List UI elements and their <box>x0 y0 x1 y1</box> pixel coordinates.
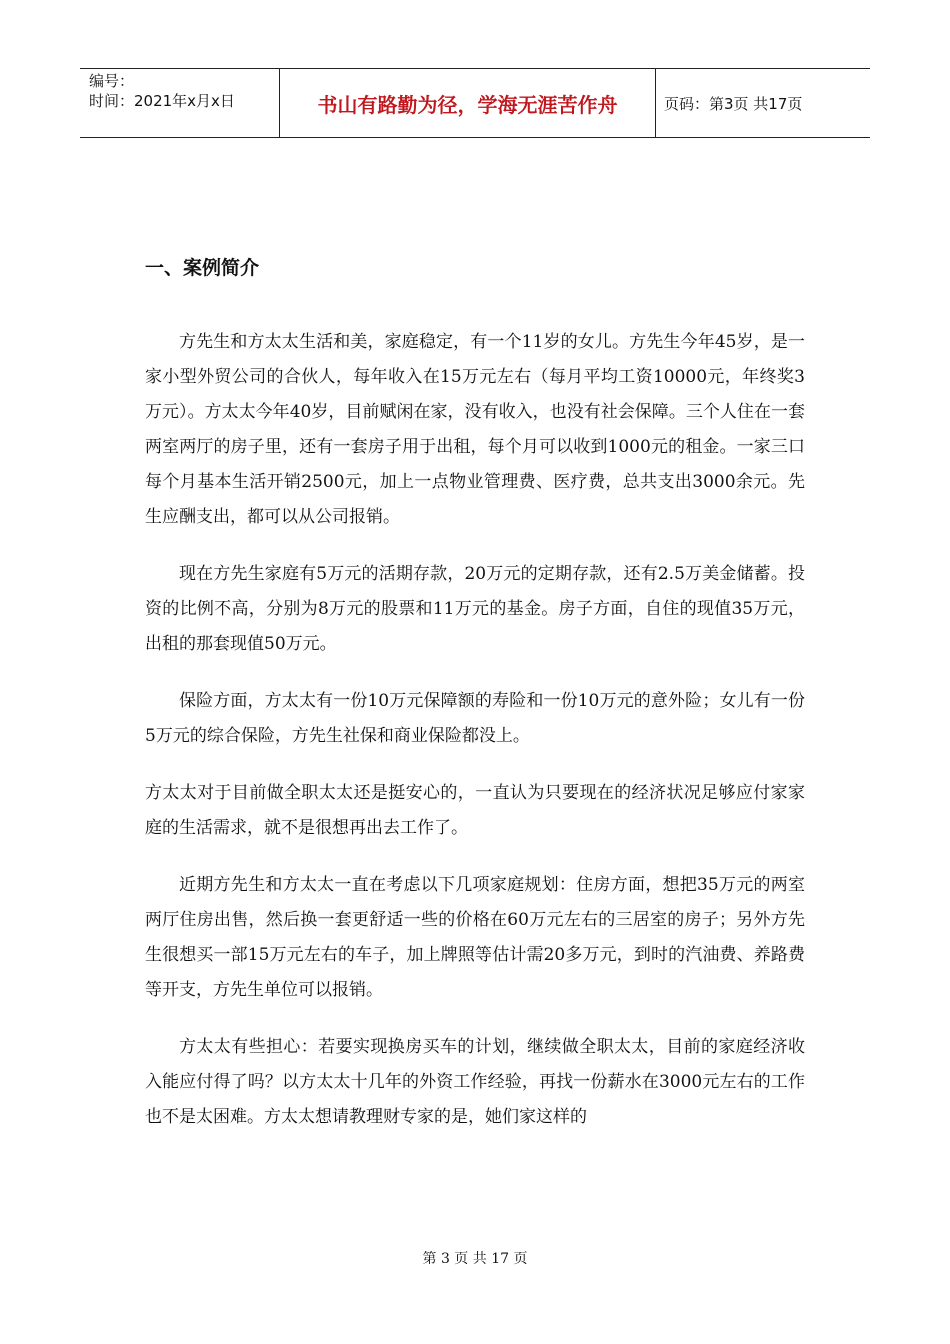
header-page-code: 页码：第3页 共17页 <box>664 94 803 113</box>
paragraph-family-plans: 近期方先生和方太太一直在考虑以下几项家庭规划：住房方面，想把35万元的两室两厅住房出售，然后换一套更舒适一些的价格在60万元左右的三居室的房子；另外方先生很想买一部15万元左右的车子，加上牌照等估计需20多万元，到时的汽油费、养路费等开支，方先生单位可以报销。 <box>145 875 805 1000</box>
paragraph-assets: 现在方先生家庭有5万元的活期存款，20万元的定期存款，还有2.5万美金储蓄。投资的比例不高，分别为8万元的股票和11万元的基金。房子方面，自住的现值35万元，出租的那套现值50万元。 <box>145 564 805 654</box>
header-motto: 书山有路勤为径，学海无涯苦作舟 <box>280 69 656 137</box>
document-date-label: 时间：2021年x月x日 <box>89 92 235 110</box>
paragraph-insurance: 保险方面，方太太有一份10万元保障额的寿险和一份10万元的意外险；女儿有一份5万元的综合保险，方先生社保和商业保险都没上。 <box>145 691 805 746</box>
paragraph-wife-attitude: 方太太对于目前做全职太太还是挺安心的，一直认为只要现在的经济状况足够应付家家庭的生活需求，就不是很想再出去工作了。 <box>145 783 805 838</box>
header-meta <box>80 69 280 137</box>
document-body <box>145 325 805 1157</box>
section-heading: 一、案例简介 <box>145 257 260 279</box>
document-number-label: 编号： <box>89 72 135 90</box>
page-footer: 第 3 页 共 17 页 <box>422 1251 528 1267</box>
document-header <box>80 68 870 138</box>
paragraph-wife-concern: 方太太有些担心：若要实现换房买车的计划，继续做全职太太，目前的家庭经济收入能应付得了吗？以方太太十几年的外资工作经验，再找一份薪水在3000元左右的工作也不是太困难。方太太想请教理财专家的是，她们家这样的 <box>145 1037 805 1127</box>
paragraph-case-background: 方先生和方太太生活和美，家庭稳定，有一个11岁的女儿。方先生今年45岁，是一家小型外贸公司的合伙人，每年收入在15万元左右（每月平均工资10000元，年终奖3万元）。方太太今年40岁，目前赋闲在家，没有收入，也没有社会保障。三个人住在一套两室两厅的房子里，还有一套房子用于出租，每个月可以收到1000元的租金。一家三口每个月基本生活开销2500元，加上一点物业管理费、医疗费，总共支出3000余元。先生应酬支出，都可以从公司报销。 <box>145 332 805 527</box>
